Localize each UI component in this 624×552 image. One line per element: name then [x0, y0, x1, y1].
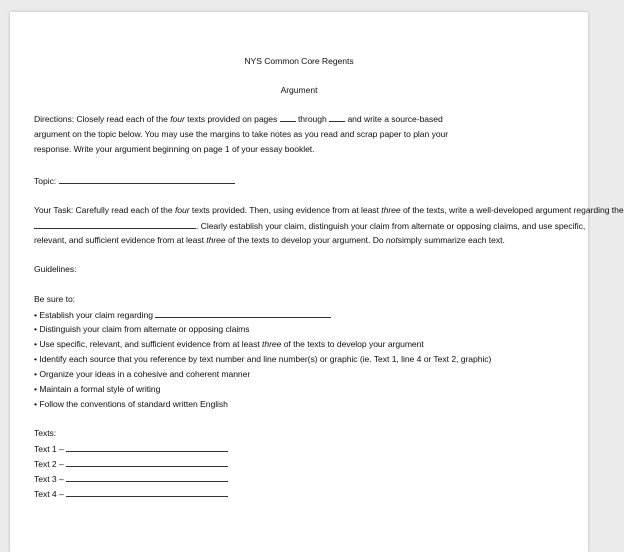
- topic-label: Topic:: [34, 176, 57, 186]
- guideline-item: • Establish your claim regarding: [34, 309, 331, 321]
- page-end-blank: [329, 113, 345, 122]
- directions-line-2: argument on the topic below. You may use the margins to take notes as you read and scrap paper to plan your: [34, 129, 449, 139]
- task-topic-blank: [34, 220, 196, 229]
- task-line-3: relevant, and sufficient evidence from at least three of the texts to develop your argument. Do notsimply summarize each text.: [34, 235, 505, 245]
- directions-line-3: response. Write your argument beginning on page 1 of your essay booklet.: [34, 144, 315, 154]
- guideline-item: • Distinguish your claim from alternate or opposing claims: [34, 324, 250, 334]
- topic-blank: [59, 175, 235, 184]
- text-entry: Text 1 –: [34, 443, 228, 455]
- task-line-1: Your Task: Carefully read each of the four texts provided. Then, using evidence from at least three of the texts, write a well-developed argument regarding the: [34, 205, 624, 215]
- text-blank: [66, 473, 228, 482]
- document-page: [10, 12, 624, 552]
- directions-line-1: Directions: Closely read each of the four texts provided on pages through and write a source-based: [34, 114, 443, 124]
- page-start-blank: [280, 113, 296, 122]
- bullet: •: [34, 369, 37, 379]
- text-entry: Text 3 –: [34, 473, 228, 485]
- text-blank: [66, 458, 228, 467]
- text-blank: [66, 443, 228, 452]
- bullet: •: [34, 384, 37, 394]
- guideline-item: • Follow the conventions of standard written English: [34, 399, 228, 409]
- bullet: •: [34, 339, 37, 349]
- bullet: •: [34, 310, 37, 320]
- document-subtitle: Argument: [280, 85, 318, 95]
- task-line-2: . Clearly establish your claim, distinguish your claim from alternate or opposing claims, and use specific,: [34, 220, 585, 232]
- be-sure-to: Be sure to:: [34, 294, 76, 304]
- text-entry: Text 4 –: [34, 488, 228, 500]
- text-entry: Text 2 –: [34, 458, 228, 470]
- guideline-item: • Maintain a formal style of writing: [34, 384, 161, 394]
- document-title: NYS Common Core Regents: [244, 56, 354, 66]
- guidelines-heading: Guidelines:: [34, 264, 77, 274]
- guideline-item: • Organize your ideas in a cohesive and coherent manner: [34, 369, 251, 379]
- text-blank: [66, 488, 228, 497]
- guideline-item: • Use specific, relevant, and sufficient evidence from at least three of the texts to develop your argument: [34, 339, 424, 349]
- claim-blank: [155, 309, 331, 318]
- bullet: •: [34, 399, 37, 409]
- texts-heading: Texts:: [34, 428, 57, 438]
- guideline-item: • Identify each source that you reference by text number and line number(s) or graphic (ie. Text 1, line 4 or Text 2, graphic): [34, 354, 492, 364]
- bullet: •: [34, 324, 37, 334]
- topic-line: [34, 175, 235, 187]
- bullet: •: [34, 354, 37, 364]
